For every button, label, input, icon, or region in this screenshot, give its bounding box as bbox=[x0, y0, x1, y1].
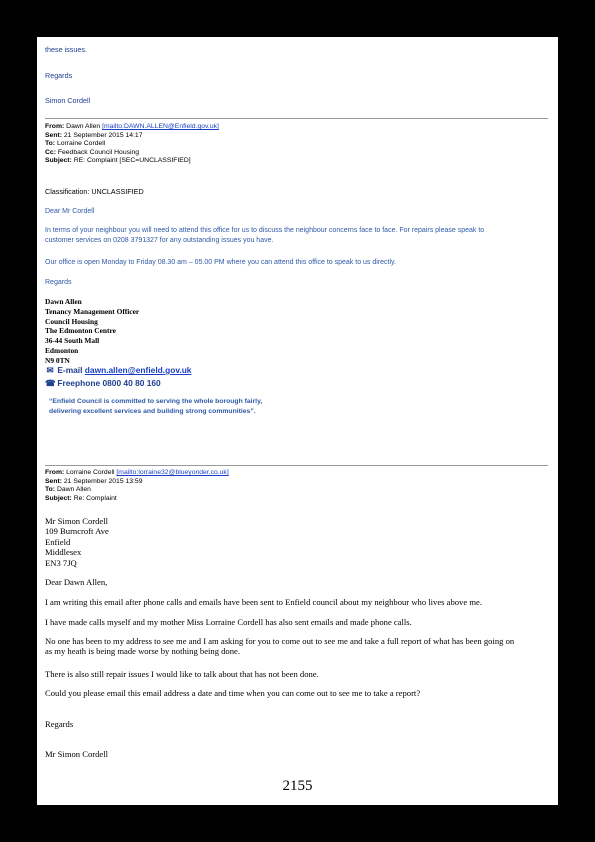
document-page bbox=[37, 37, 558, 805]
email2-to-row: To: Dawn Allen bbox=[45, 486, 91, 494]
email1-subject-row: Subject: RE: Complaint [SEC=UNCLASSIFIED] bbox=[45, 157, 191, 165]
freephone-row bbox=[45, 378, 550, 388]
telephone-icon: ☎ bbox=[45, 378, 56, 388]
email2-subject-row: Subject: Re: Complaint bbox=[45, 494, 117, 502]
email1-paragraph2: Our office is open Monday to Friday 08.30 am – 05.00 PM where you can attend this office to speak to us directly. bbox=[45, 259, 396, 266]
email2-paragraph2: I have made calls myself and my mother Miss Lorraine Cordell has also sent emails and made phone calls. bbox=[45, 617, 412, 627]
regards-text: Regards bbox=[45, 71, 73, 80]
email2-paragraph1: I am writing this email after phone calls and emails have been sent to Enfield council about my neighbour who lives above me. bbox=[45, 597, 482, 607]
email-contact-row bbox=[45, 365, 550, 375]
email-label: E-mail bbox=[57, 365, 83, 375]
signature-text: Simon Cordell bbox=[45, 96, 91, 105]
email1-from-link[interactable]: [mailto:DAWN.ALLEN@Enfield.gov.uk] bbox=[102, 123, 219, 130]
email2-regards: Regards bbox=[45, 719, 74, 729]
email2-sent-row: Sent: 21 September 2015 13:59 bbox=[45, 477, 143, 485]
email2-greeting: Dear Dawn Allen, bbox=[45, 577, 108, 587]
email2-paragraph4: There is also still repair issues I would like to talk about that has not been done. bbox=[45, 669, 319, 679]
email1-from-row: From: Dawn Allen [mailto:DAWN.ALLEN@Enfield.gov.uk] bbox=[45, 123, 219, 130]
separator bbox=[45, 465, 548, 466]
email2-paragraph3: No one has been to my address to see me and I am asking for you to come out to see me and take a full report of what has been going on as my heath is being made worse by nothing being done. bbox=[45, 636, 515, 657]
email1-regards: Regards bbox=[45, 279, 72, 286]
council-quote: “Enfield Council is committed to serving the whole borough fairly, delivering excellent services and building strong communities”. bbox=[49, 398, 263, 415]
email2-from-link[interactable]: [mailto:lorraine32@blueyonder.co.uk] bbox=[116, 469, 229, 476]
email1-greeting: Dear Mr Cordell bbox=[45, 208, 95, 215]
sender-address: Mr Simon Cordell 109 Burncroft Ave Enfield Middlesex EN3 7JQ bbox=[45, 516, 109, 568]
email2-signature: Mr Simon Cordell bbox=[45, 749, 109, 759]
fragment-text: these issues. bbox=[45, 45, 87, 54]
email1-to-row: To: Lorraine Cordell bbox=[45, 140, 106, 148]
envelope-icon: ✉ bbox=[46, 365, 54, 375]
page-number: 2155 bbox=[282, 778, 313, 794]
email2-paragraph5: Could you please email this email address a date and time when you can come out to see me to take a report? bbox=[45, 688, 421, 698]
email1-header bbox=[45, 123, 550, 166]
email1-sent-row: Sent: 21 September 2015 14:17 bbox=[45, 131, 143, 139]
email1-paragraph1: In terms of your neighbour you will need to attend this office for us to discuss the neighbour concerns face to face. For repairs please speak to customer services on 0208 3791327 for any outstanding issues you have. bbox=[45, 227, 485, 244]
email2-from-row: From: Lorraine Cordell [mailto:lorraine32@blueyonder.co.uk] bbox=[45, 469, 229, 476]
email-address-link[interactable]: dawn.allen@enfield.gov.uk bbox=[84, 365, 192, 375]
separator bbox=[45, 118, 548, 119]
freephone-text: Freephone 0800 40 80 160 bbox=[57, 378, 161, 388]
email2-header bbox=[45, 469, 550, 503]
classification-text: Classification: UNCLASSIFIED bbox=[45, 187, 144, 196]
email1-signature-block: Dawn Allen Tenancy Management Officer Council Housing The Edmonton Centre 36-44 South Mall Edmonton N9 0TN bbox=[45, 297, 140, 365]
email1-cc-row: Cc: Feedback Council Housing bbox=[45, 148, 140, 156]
